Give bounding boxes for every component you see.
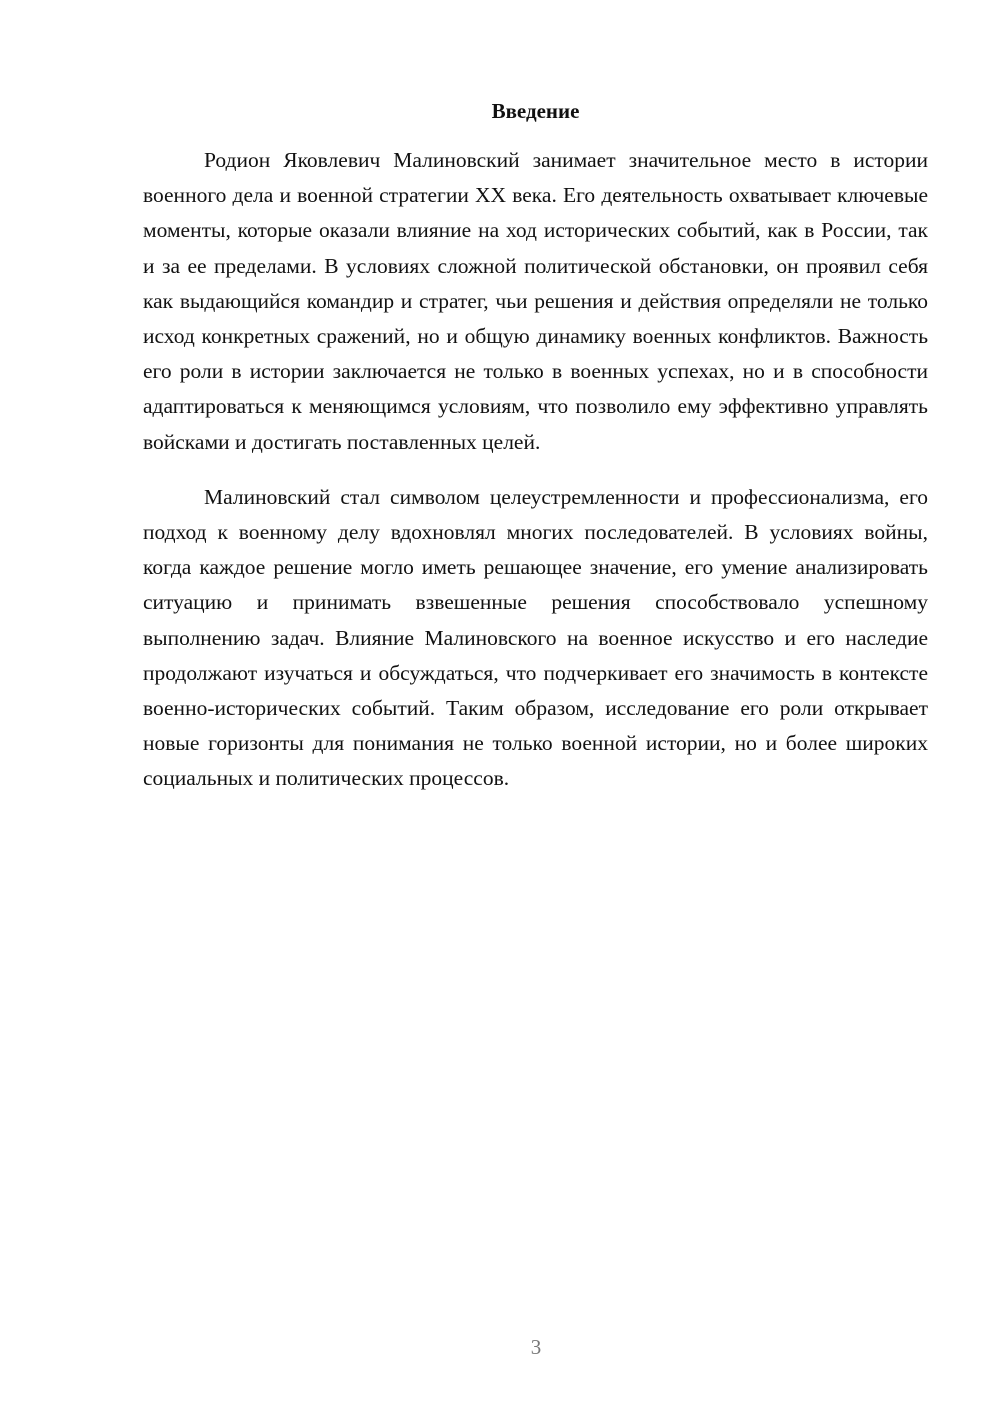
section-heading: Введение (491, 99, 580, 123)
paragraph-2: Малиновский стал символом целеустремленности и профессионализма, его подход к военному делу вдохновлял многих последователей. В условиях войны, когда каждое решение могло иметь решающее значение, его умение анализировать ситуацию и принимать взвешенные решения способствовало успешному выполнению задач. Влияние Малиновского на военное искусство и его наследие продолжают изучаться и обсуждаться, что подчеркивает его значимость в контексте военно-исторических событий. Таким образом, исследование его роли открывает новые горизонты для понимания не только военной истории, но и более широких социальных и политических процессов. (143, 484, 928, 791)
page-number: 3 (530, 1335, 542, 1359)
body-text (143, 143, 928, 797)
paragraph-1: Родион Яковлевич Малиновский занимает значительное место в истории военного дела и военной стратегии XX века. Его деятельность охватывает ключевые моменты, которые оказали влияние на ход исторических событий, как в России, так и за ее пределами. В условиях сложной политической обстановки, он проявил себя как выдающийся командир и стратег, чьи решения и действия определяли не только исход конкретных сражений, но и общую динамику военных конфликтов. Важность его роли в истории заключается не только в военных успехах, но и в способности адаптироваться к меняющимся условиям, что позволило ему эффективно управлять войсками и достигать поставленных целей. (143, 148, 928, 454)
